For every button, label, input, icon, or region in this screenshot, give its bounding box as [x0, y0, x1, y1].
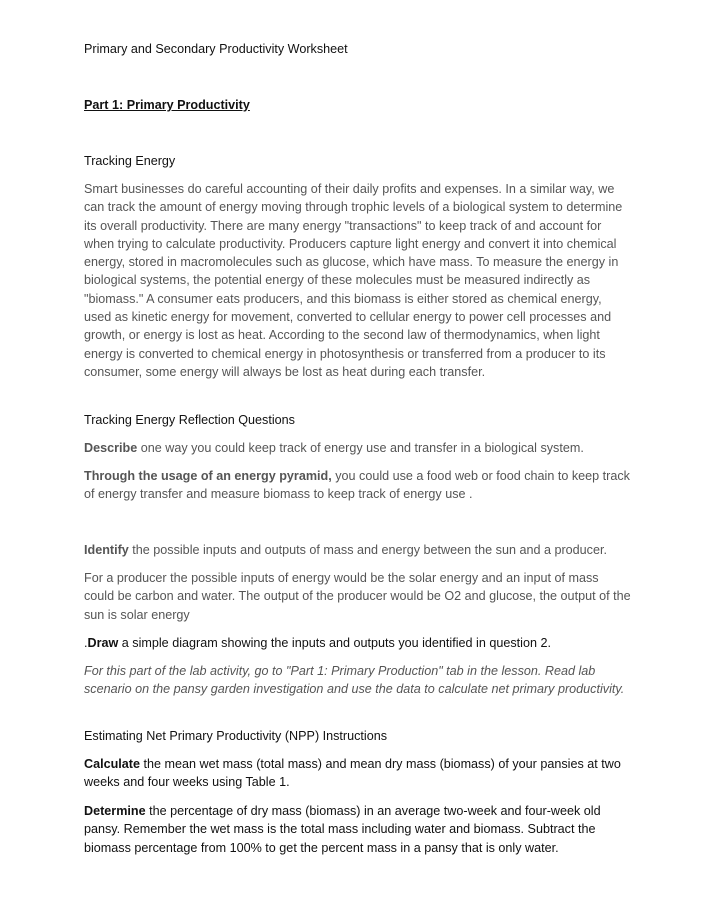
tracking-energy-heading: Tracking Energy: [84, 154, 176, 168]
part1-heading: [84, 96, 632, 114]
npp-instructions-heading: Estimating Net Primary Productivity (NPP) Instructions: [84, 729, 388, 743]
reflection-questions-heading: Tracking Energy Reflection Questions: [84, 413, 295, 427]
calculate-text: the mean wet mass (total mass) and mean dry mass (biomass) of your pansies at two weeks and four weeks using Table 1.: [84, 757, 621, 790]
question-1-text: one way you could keep track of energy use and transfer in a biological system.: [137, 441, 584, 455]
determine-instruction: [84, 802, 632, 857]
question-3-prefix: .: [84, 636, 88, 650]
question-2-text: the possible inputs and outputs of mass and energy between the sun and a producer.: [128, 543, 607, 557]
question-2-keyword: Identify: [84, 543, 129, 557]
question-1-keyword: Describe: [84, 441, 138, 455]
document-title: Primary and Secondary Productivity Worksheet: [84, 42, 348, 56]
lab-instruction-note: [84, 662, 632, 699]
lab-instruction-note-text: For this part of the lab activity, go to "Part 1: Primary Production" tab in the lesson. Read lab scenario on the pansy garden investigation and use the data to calculate net primary productivity.: [84, 664, 625, 697]
question-3-text: a simple diagram showing the inputs and outputs you identified in question 2.: [118, 636, 551, 650]
answer-2: For a producer the possible inputs of energy would be the solar energy and an input of mass could be carbon and water. The output of the producer would be O2 and glucose, the output of the sun is solar energy: [84, 571, 631, 622]
calculate-instruction: [84, 755, 632, 792]
calculate-keyword: Calculate: [84, 757, 140, 771]
part1-heading-text: Part 1: Primary Productivity: [84, 98, 250, 112]
question-3: [84, 634, 632, 652]
answer-1-bold: Through the usage of an energy pyramid,: [84, 469, 332, 483]
question-2: [84, 541, 632, 559]
determine-keyword: Determine: [84, 804, 146, 818]
determine-text: the percentage of dry mass (biomass) in an average two-week and four-week old pansy. Remember the wet mass is the total mass including water and biomass. Subtract the biomass percentage from 100% to get the percent mass in a pansy that is only water.: [84, 804, 601, 855]
answer-1-text: you could use a food web or food chain to keep track of energy transfer and measure biomass to keep track of energy use .: [84, 469, 630, 502]
answer-1: [84, 467, 632, 504]
question-1: [84, 439, 632, 457]
tracking-energy-paragraph: Smart businesses do careful accounting of their daily profits and expenses. In a similar way, we can track the amount of energy moving through trophic levels of a biological system to determine its overall productivity. There are many energy "transactions" to keep track of and account for when trying to calculate productivity. Producers capture light energy and convert it into chemical energy, stored in macromolecules such as glucose, which have mass. To measure the energy in biological systems, the potential energy of these molecules must be measured indirectly as "biomass." A consumer eats producers, and this biomass is either stored as chemical energy, used as kinetic energy for movement, converted to cellular energy to power cell processes and growth, or energy is lost as heat. According to the second law of thermodynamics, when light energy is converted to chemical energy in photosynthesis or transferred from a producer to its consumer, some energy will always be lost as heat during each transfer.: [84, 182, 623, 379]
question-3-keyword: Draw: [87, 636, 119, 650]
